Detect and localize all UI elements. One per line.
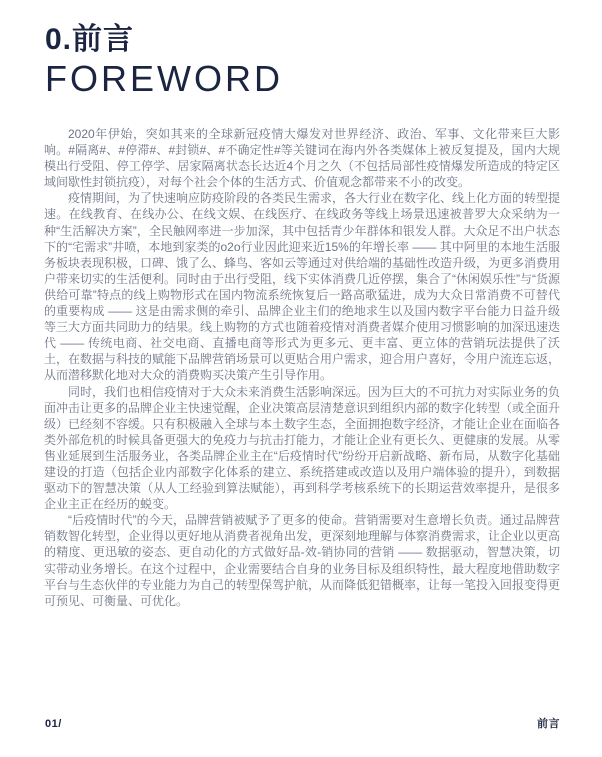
paragraph-2: 疫情期间，为了快速响应防疫阶段的各类民生需求，各大行业在数字化、线上化方面的转型提速。在线教育、在线办公、在线文娱、在线医疗、在线政务等线上场景迅速被普罗大众采纳为一种“生活解决方案”，全民触网率进一步加深，其中包括青少年群体和银发人群。大众足不出户状态下的“宅需求”井喷，本地到家类的o2o行业因此迎来近15%的年增长率 —— 其中阿里的本地生活服务板块表现积极，口碑、饿了么、蜂鸟、客如云等通过对供给端的基础性改造升级，为更多消费用户带来切实的生活便利。同时由于出行受阻，线下实体消费几近停摆，集合了“休闲娱乐性”与“货源供给可靠”特点的线上购物形式在国内物流系统恢复后一路高歌猛进，成为大众日常消费不可替代的重要构成 —— 这是由需求侧的牵引、品牌企业主们的绝地求生以及国内数字平台能力日益升级等三大方面共同助力的结果。线上购物的方式也随着疫情对消费者媒介使用习惯影响的加深迅速迭代 —— 传统电商、社交电商、直播电商等形式为更多元、更丰富、更立体的营销玩法提供了沃土，在数据与科技的赋能下品牌营销场景可以更贴合用户需求，迎合用户喜好，令用户流连忘返，从而潜移默化地对大众的消费购买决策产生引导作用。 xyxy=(44,191,561,383)
paragraph-4: “后疫情时代”的今天，品牌营销被赋予了更多的使命。营销需要对生意增长负责。通过品牌营销数智化转型，企业得以更好地从消费者视角出发，更深刻地理解与体察消费需求，让企业以更高的精度、更迅敏的姿态、更自动化的方式做好品-效-销协同的营销 —— 数据驱动，智慧决策，切实带动业务增长。在这个过程中，企业需要结合自身的业务目标及组织特性，最大程度地借助数字平台与生态伙伴的专业能力为自己的转型保驾护航，从而降低犯错概率，让每一笔投入回报变得更可预见、可衡量、可优化。 xyxy=(44,513,561,608)
paragraph-3: 同时，我们也相信疫情对于大众未来消费生活影响深远。因为巨大的不可抗力对实际业务的负面冲击让更多的品牌企业主快速觉醒，企业决策高层清楚意识到组织内部的数字化转型（或全面升级）已经刻不容缓。只有积极融入全球与本土数字生态，全面拥抱数字经济，才能让企业在面临各类外部危机的时候具备更强大的免疫力与抗击打能力，才能让企业有更长久、更健康的发展。从零售业延展到生活服务业，各类品牌企业主在“后疫情时代”纷纷开启新战略、新布局，从数字化基础建设的打造（包括企业内部数字化体系的建立、系统搭建或改造以及用户端体验的提升），到数据驱动下的智慧决策（从人工经验到算法赋能），再到科学考核系统下的长期运营效率提升，是很多企业主正在经历的蜕变。 xyxy=(44,384,561,512)
page-header xyxy=(45,22,560,100)
body-text xyxy=(44,126,560,609)
page-number: 01/ xyxy=(45,718,62,730)
page-title-en: FOREWORD xyxy=(45,58,283,99)
page-title-zh: 0.前言 xyxy=(45,23,135,56)
footer-section-label: 前言 xyxy=(537,718,560,730)
paragraph-1: 2020年伊始，突如其来的全球新冠疫情大爆发对世界经济、政治、军事、文化带来巨大影响。#隔离#、#停滞#、#封锁#、#不确定性#等关键词在海内外各类媒体上被反复提及，国内大规模出行受阻、停工停学、居家隔离状态长达近4个月之久（不包括局部性疫情爆发所造成的特定区域间歇性封锁抗疫），对每个社会个体的生活方式、价值观念都带来不小的改变。 xyxy=(44,127,560,190)
page-footer xyxy=(45,715,560,731)
